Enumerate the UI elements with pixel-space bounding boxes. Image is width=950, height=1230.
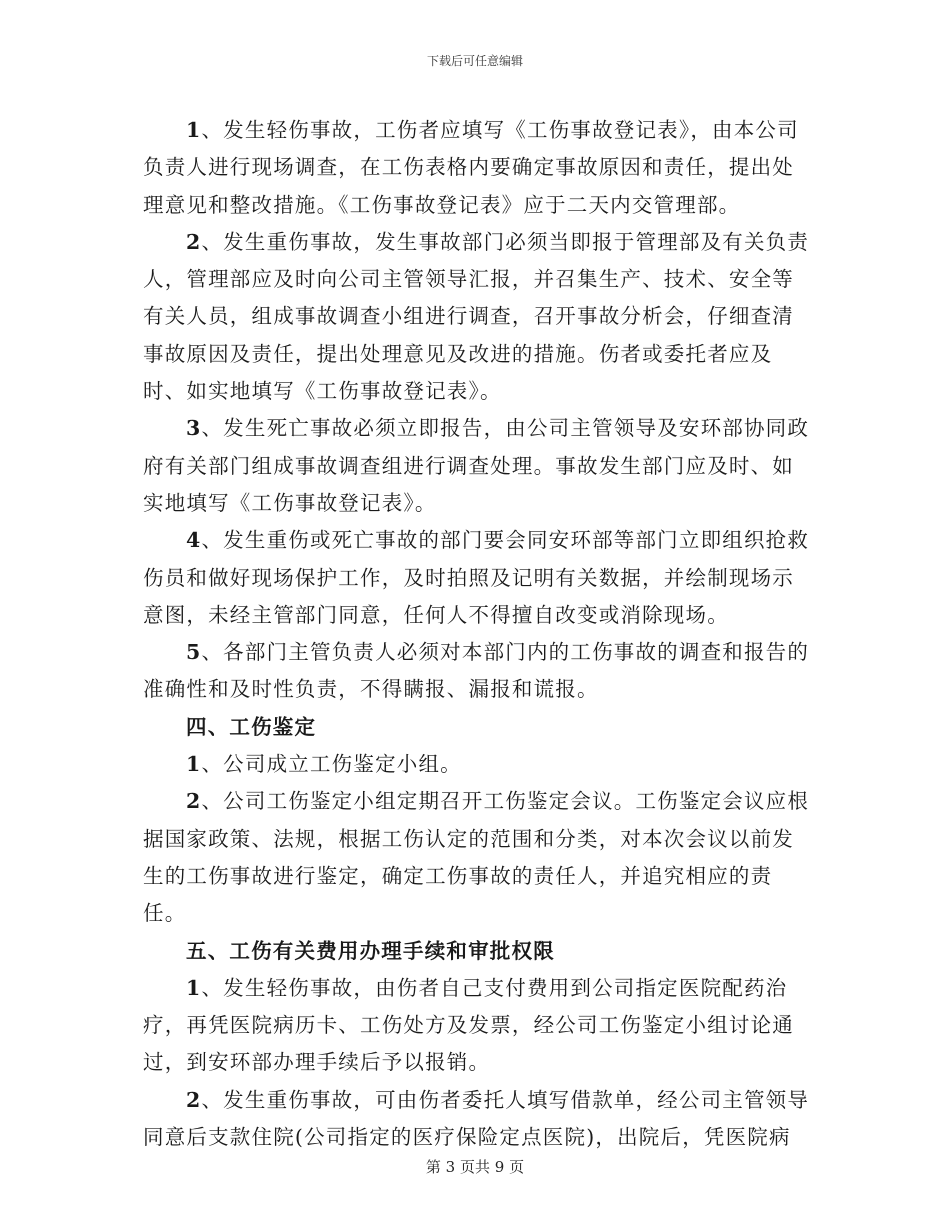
paragraph-1 (143, 112, 811, 224)
paragraph-6 (143, 746, 811, 783)
paragraph-9 (143, 1082, 811, 1157)
paragraph-5 (143, 634, 811, 709)
page-footer: 第 3 页共 9 页 (425, 1158, 525, 1176)
paragraph-text: 、发生重伤事故，发生事故部门必须当即报于管理部及有关负责人，管理部应及时向公司主管领导汇报，并召集生产、技术、安全等有关人员，组成事故调查小组进行调查，召开事故分析会，仔细查清事故原因及责任，提出处理意见及改进的措施。伤者或委托者应及时、如实地填写《工伤事故登记表》。 (143, 229, 810, 404)
item-number: 1 (186, 752, 202, 777)
paragraph-text: 、发生轻伤事故，工伤者应填写《工伤事故登记表》，由本公司负责人进行现场调查，在工伤表格内要确定事故原因和责任，提出处理意见和整改措施。《工伤事故登记表》应于二天内交管理部。 (143, 118, 799, 217)
item-number: 1 (186, 975, 202, 1000)
item-number: 4 (186, 528, 202, 553)
paragraph-text: 、各部门主管负责人必须对本部门内的工伤事故的调查和报告的准确性和及时性负责，不得瞒报、漏报和谎报。 (143, 640, 810, 702)
paragraph-4 (143, 522, 811, 634)
paragraph-2 (143, 224, 811, 410)
section-heading-4: 四、工伤鉴定 (186, 714, 317, 739)
paragraph-text: 、发生死亡事故必须立即报告，由公司主管领导及安环部协同政府有关部门组成事故调查组进行调查处理。事故发生部门应及时、如实地填写《工伤事故登记表》。 (143, 416, 810, 515)
paragraph-3 (143, 410, 811, 522)
paragraph-text: 、发生重伤或死亡事故的部门要会同安环部等部门立即组织抢救伤员和做好现场保护工作，及时拍照及记明有关数据，并绘制现场示意图，未经主管部门同意，任何人不得擅自改变或消除现场。 (143, 528, 810, 627)
paragraph-text: 、公司工伤鉴定小组定期召开工伤鉴定会议。工伤鉴定会议应根据国家政策、法规，根据工伤认定的范围和分类，对本次会议以前发生的工伤事故进行鉴定，确定工伤事故的责任人，并追究相应的责任。 (143, 789, 810, 926)
paragraph-8 (143, 970, 811, 1082)
item-number: 2 (186, 229, 202, 254)
item-number: 2 (186, 1087, 202, 1112)
item-number: 1 (186, 118, 202, 142)
paragraph-text: 、发生轻伤事故，由伤者自己支付费用到公司指定医院配药治疗，再凭医院病历卡、工伤处方及发票，经公司工伤鉴定小组讨论通过，到安环部办理手续后予以报销。 (143, 975, 794, 1075)
paragraph-text: 、公司成立工伤鉴定小组。 (201, 752, 462, 777)
paragraph-text: 、发生重伤事故，可由伤者委托人填写借款单，经公司主管领导同意后支款住院(公司指定的医疗保险定点医院)，出院后，凭医院病 (143, 1087, 810, 1150)
section-heading-5: 五、工伤有关费用办理手续和审批权限 (186, 938, 555, 963)
item-number: 3 (186, 416, 202, 441)
item-number: 5 (186, 640, 202, 665)
item-number: 2 (186, 789, 202, 814)
paragraph-7 (143, 783, 811, 932)
page-header: 下载后可任意编辑 (426, 54, 523, 68)
document-body (143, 112, 811, 1156)
